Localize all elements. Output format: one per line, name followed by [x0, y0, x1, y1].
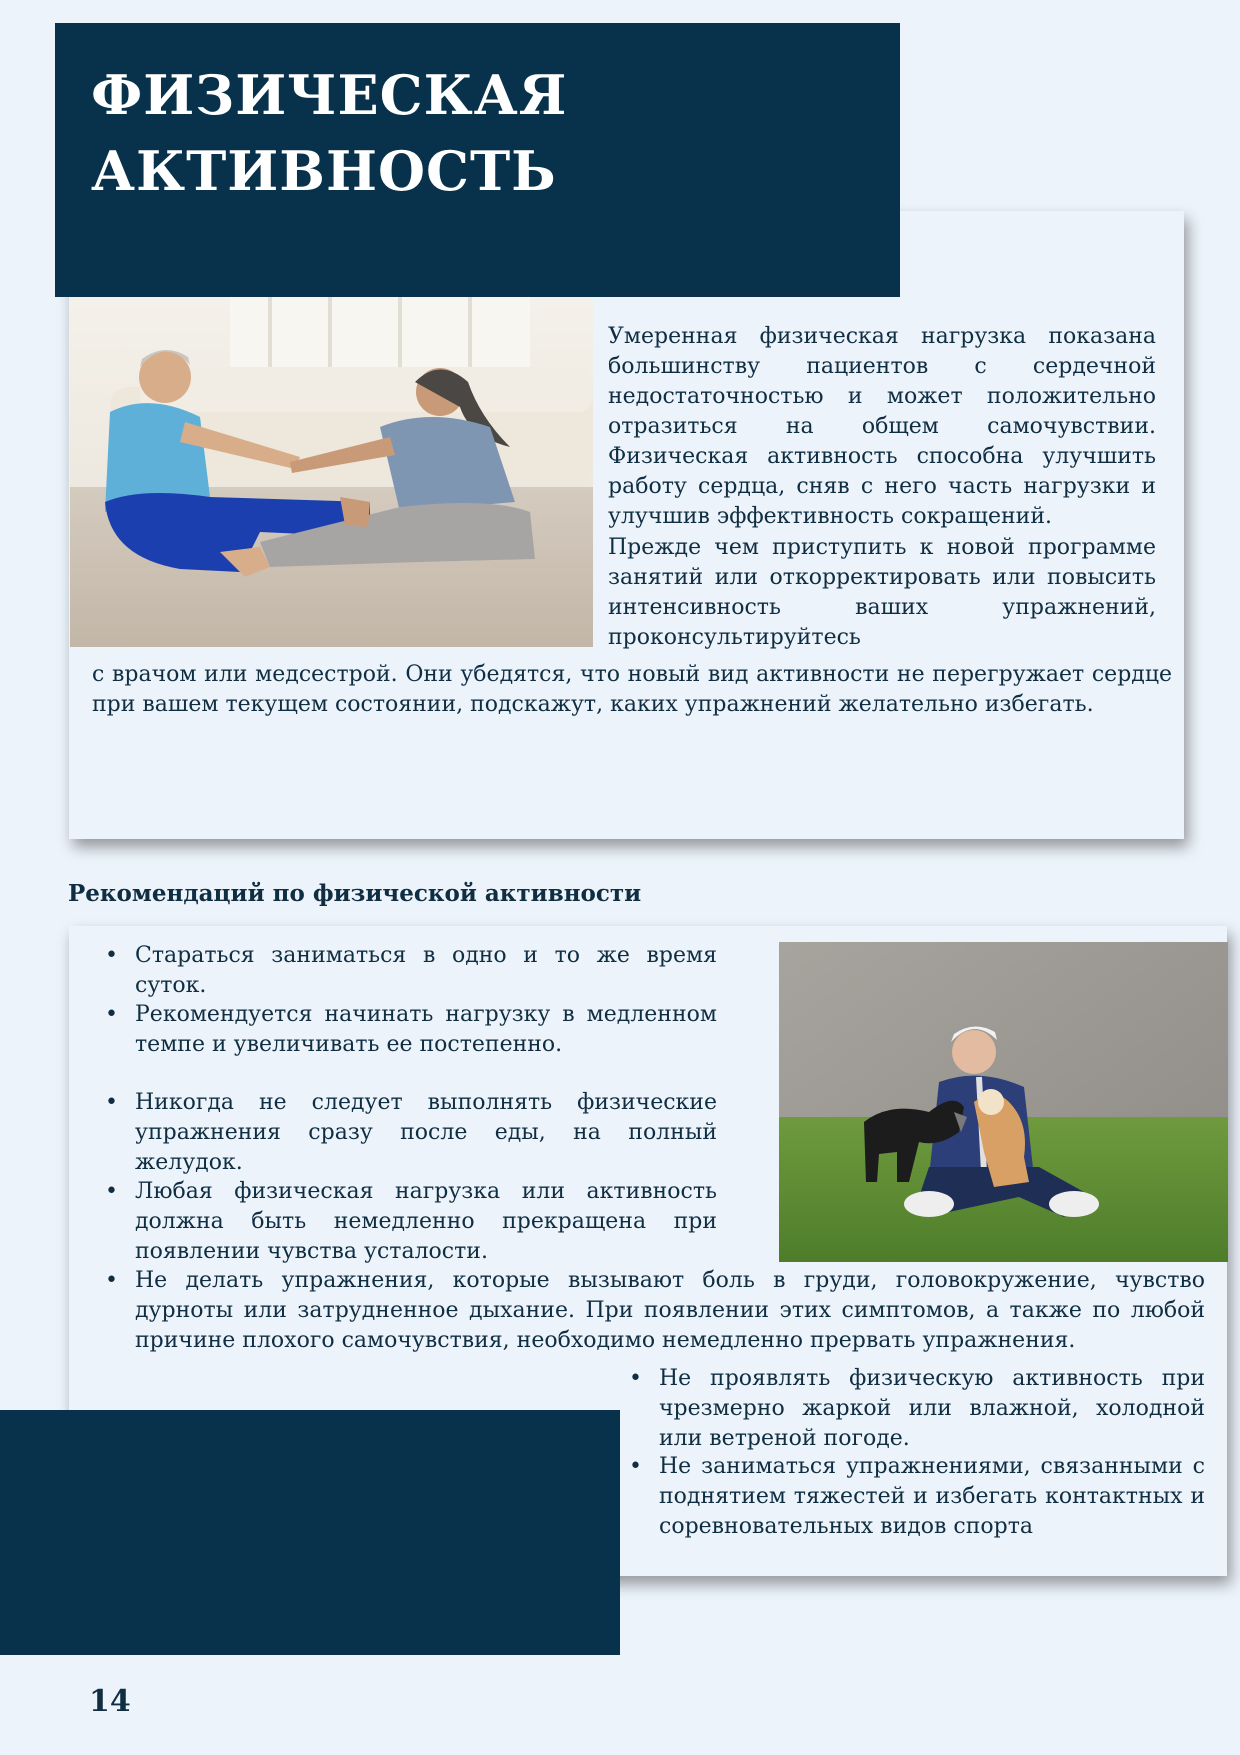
title-line-1: ФИЗИЧЕСКАЯ [91, 63, 568, 127]
elderly-couple-stretching-photo [70, 297, 593, 647]
page-number: 14 [89, 1684, 131, 1719]
list-item: • Рекомендуется начинать нагрузку в медленном темпе и увеличивать ее постепенно. [135, 1000, 717, 1060]
list-item: • Не проявлять физическую активность при чрезмерно жаркой или влажной, холодной или ветреной погоде. [659, 1364, 1205, 1454]
page-title [91, 57, 567, 209]
elderly-man-with-dogs-photo [779, 942, 1228, 1262]
list-item: • Стараться заниматься в одно и то же время суток. [135, 941, 717, 1001]
intro-paragraph-1: Умеренная физическая нагрузка показана большинству пациентов с сердечной недостаточностью и может положительно отразиться на общем самочувствии. Физическая активность способна улучшить работу сердца, сняв с него часть нагрузки и улучшив эффективность сокращений. [608, 324, 1156, 529]
intro-paragraph-3: с врачом или медсестрой. Они убедятся, что новый вид активности не перегружает сердце при вашем текущем состоянии, подскажут, каких упражнений желательно избегать. [92, 662, 1172, 717]
intro-paragraph-2: Прежде чем приступить к новой программе занятий или откорректировать или повысить интенсивность ваших упражнений, проконсультируйтесь [608, 535, 1156, 650]
list-item: • Не заниматься упражнениями, связанными с поднятием тяжестей и избегать контактных и соревновательных видов спорта [659, 1452, 1205, 1542]
list-item: • Любая физическая нагрузка или активность должна быть немедленно прекращена при появлении чувства усталости. [135, 1177, 717, 1267]
title-banner [55, 23, 900, 297]
list-item: • Никогда не следует выполнять физические упражнения сразу после еды, на полный желудок. [135, 1088, 717, 1178]
list-item: • Не делать упражнения, которые вызывают боль в груди, головокружение, чувство дурноты или затрудненное дыхание. При появлении этих симптомов, а также по любой причине плохого самочувствия, необходимо немедленно прервать упражнения. [135, 1266, 1205, 1356]
title-line-2: АКТИВНОСТЬ [91, 139, 557, 203]
navy-accent-block [0, 1410, 620, 1655]
recommendations-heading: Рекомендаций по физической активности [68, 880, 642, 907]
